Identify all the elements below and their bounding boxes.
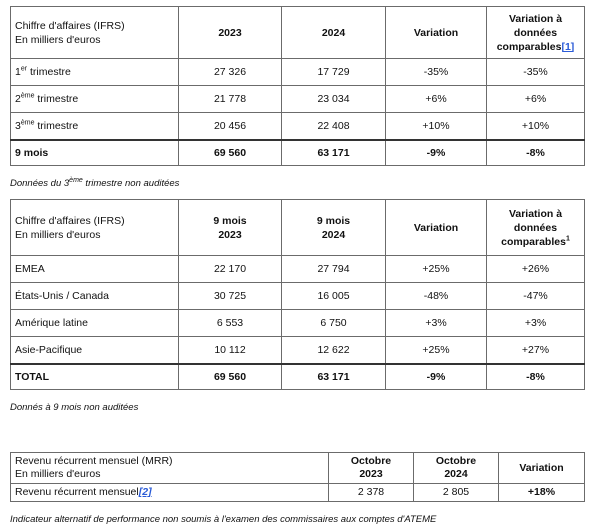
footnote-link-1[interactable]: [1] (561, 40, 575, 53)
cell-comparable: -35% (487, 59, 585, 86)
total-2024: 63 171 (282, 140, 386, 166)
total-comparable: -8% (487, 140, 585, 166)
table-row (11, 86, 585, 113)
mrr-table (10, 452, 585, 502)
cell-variation: -48% (386, 283, 487, 310)
header-label-cell (11, 7, 179, 59)
header-oct-2023: Octobre 2023 (329, 453, 414, 484)
cell-2024: 23 034 (282, 86, 386, 113)
header-oct-2024: Octobre 2024 (414, 453, 499, 484)
comp-line3: comparables (496, 40, 562, 53)
table-row (11, 59, 585, 86)
total-comparable: -8% (487, 364, 585, 390)
cell-variation: -35% (386, 59, 487, 86)
header-label-cell (11, 200, 179, 256)
row-label: Amérique latine (11, 310, 179, 337)
cell-variation: +25% (386, 337, 487, 364)
total-variation: -9% (386, 364, 487, 390)
cell-comparable: +10% (487, 113, 585, 140)
cell-2023: 10 112 (179, 337, 282, 364)
cell-variation: +6% (386, 86, 487, 113)
table-row (11, 283, 585, 310)
header-variation: Variation (499, 453, 585, 484)
comp-line2: données (513, 26, 558, 39)
total-label: TOTAL (11, 364, 179, 390)
table-header-row (11, 453, 585, 484)
total-row (11, 364, 585, 390)
cell-variation: +10% (386, 113, 487, 140)
regional-revenue-table (10, 199, 585, 390)
comp-line1: Variation à (508, 12, 563, 25)
cell-2024: 12 622 (282, 337, 386, 364)
header-label-line1: Chiffre d'affaires (IFRS) (15, 19, 125, 32)
total-2024: 63 171 (282, 364, 386, 390)
total-2023: 69 560 (179, 364, 282, 390)
header-label-line2: En milliers d'euros (15, 228, 101, 241)
header-label-cell: Revenu récurrent mensuel (MRR) En milliers d'euros (11, 453, 329, 484)
cell-comparable: +27% (487, 337, 585, 364)
cell-2024: 27 794 (282, 256, 386, 283)
total-2023: 69 560 (179, 140, 282, 166)
cell-comparable: -47% (487, 283, 585, 310)
table-row (11, 256, 585, 283)
total-label: 9 mois (11, 140, 179, 166)
table-row (11, 310, 585, 337)
cell-2023: 20 456 (179, 113, 282, 140)
row-label: États-Unis / Canada (11, 283, 179, 310)
row-label: 1er trimestre (11, 59, 179, 86)
cell-comparable: +3% (487, 310, 585, 337)
header-variation: Variation (386, 7, 487, 59)
row-label: 3ème trimestre (11, 113, 179, 140)
total-variation: -9% (386, 140, 487, 166)
table-row (11, 484, 585, 502)
cell-variation: +25% (386, 256, 487, 283)
cell-2023: 30 725 (179, 283, 282, 310)
cell-variation: +3% (386, 310, 487, 337)
cell-2023: 6 553 (179, 310, 282, 337)
table-header-row (11, 7, 585, 59)
cell-variation: +18% (499, 484, 585, 502)
footnote-link-2[interactable]: [2] (138, 486, 152, 498)
row-label: EMEA (11, 256, 179, 283)
header-9m-2023: 9 mois 2023 (179, 200, 282, 256)
cell-2024: 6 750 (282, 310, 386, 337)
cell-2023: 27 326 (179, 59, 282, 86)
table-header-row (11, 200, 585, 256)
row-label: 2ème trimestre (11, 86, 179, 113)
cell-2023: 22 170 (179, 256, 282, 283)
header-9m-2024: 9 mois 2024 (282, 200, 386, 256)
cell-comparable: +26% (487, 256, 585, 283)
note-unaudited-q3: Données du 3ème trimestre non auditées (10, 176, 180, 189)
header-2023: 2023 (179, 7, 282, 59)
header-2024: 2024 (282, 7, 386, 59)
row-label: Revenu récurrent mensuel[2] (11, 484, 329, 502)
cell-2024: 17 729 (282, 59, 386, 86)
cell-2024: 2 805 (414, 484, 499, 502)
note-alternative-indicator: Indicateur alternatif de performance non soumis à l'examen des commissaires aux comptes d'ATEME (10, 514, 437, 525)
total-row (11, 140, 585, 166)
header-comparable: Variation à données comparables$^1$ (487, 200, 585, 256)
row-label: Asie-Pacifique (11, 337, 179, 364)
cell-comparable: +6% (487, 86, 585, 113)
cell-2023: 2 378 (329, 484, 414, 502)
table-row (11, 337, 585, 364)
note-unaudited-9m: Donnés à 9 mois non auditées (10, 402, 139, 413)
table-row (11, 113, 585, 140)
header-comparable (487, 7, 585, 59)
cell-2024: 16 005 (282, 283, 386, 310)
header-label-line2: En milliers d'euros (15, 33, 101, 46)
quarterly-revenue-table (10, 6, 585, 166)
cell-2024: 22 408 (282, 113, 386, 140)
header-label-line1: Chiffre d'affaires (IFRS) (15, 214, 125, 227)
cell-2023: 21 778 (179, 86, 282, 113)
header-variation: Variation (386, 200, 487, 256)
